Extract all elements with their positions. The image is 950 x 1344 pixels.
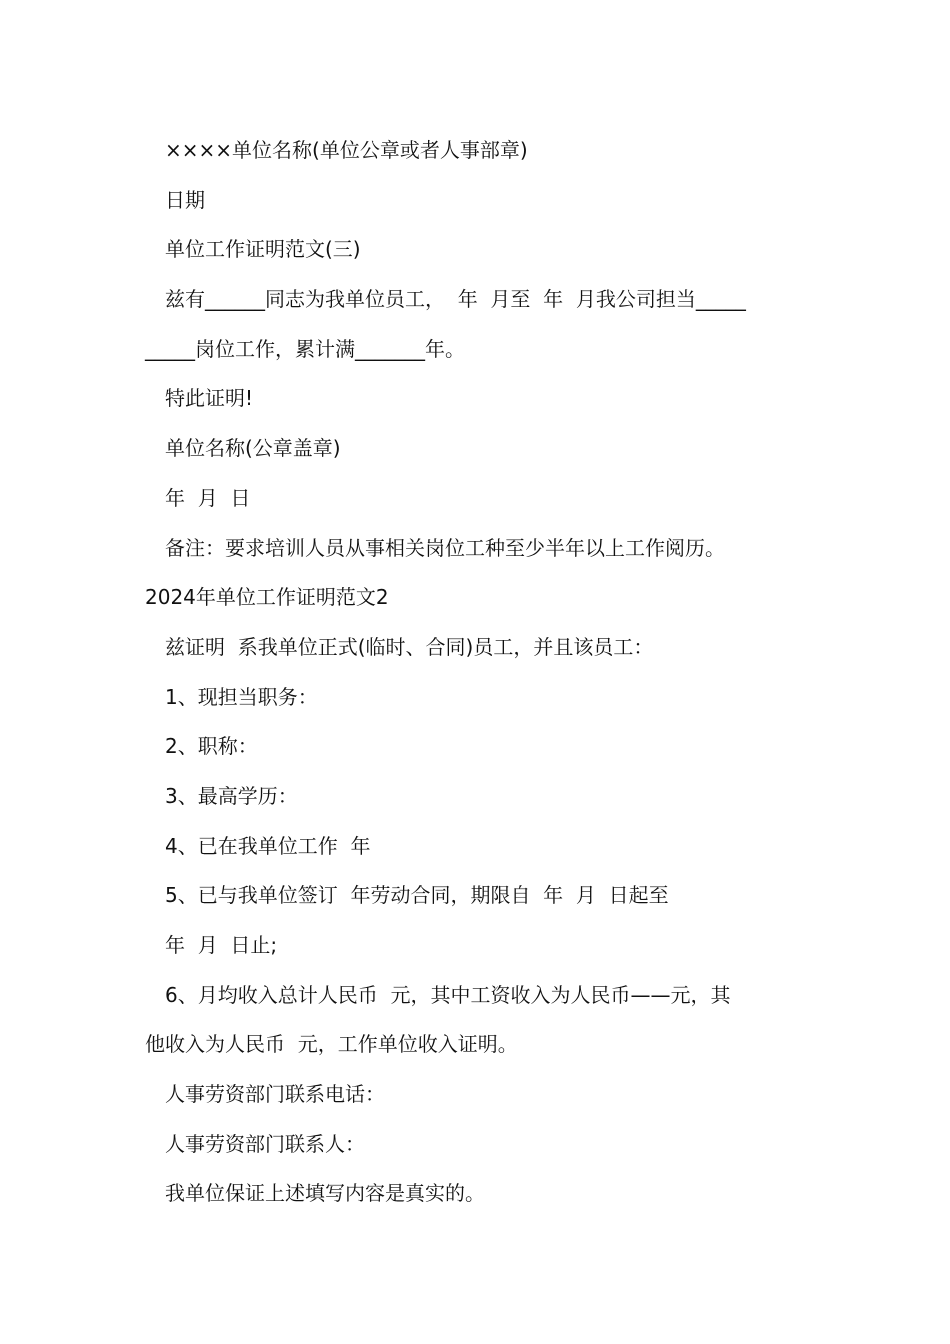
list-item-years: 4、已在我单位工作 年 — [165, 833, 371, 858]
certify-paragraph-line-1: 兹有______同志为我单位员工， 年 月至 年 月我公司担当_____ — [165, 287, 746, 312]
list-item-contract-line-1: 5、已与我单位签订 年劳动合同，期限自 年 月 日起至 — [165, 883, 669, 908]
list-item-position: 1、现担当职务： — [165, 684, 318, 709]
list-item-income-line-1: 6、月均收入总计人民币 元，其中工资收入为人民币——元，其 — [165, 982, 731, 1007]
certify-paragraph-line-2: _____岗位工作，累计满_______年。 — [145, 336, 465, 361]
remark-line: 备注：要求培训人员从事相关岗位工种至少半年以上工作阅历。 — [165, 535, 725, 560]
guarantee-line: 我单位保证上述填写内容是真实的。 — [165, 1181, 485, 1206]
unit-seal-line: 单位名称(公章盖章) — [165, 436, 341, 461]
issuer-name-line: ××××单位名称(单位公章或者人事部章) — [165, 138, 528, 162]
list-item-education: 3、最高学历： — [165, 783, 298, 808]
list-item-title: 2、职称： — [165, 734, 258, 759]
date-line: 日期 — [165, 187, 205, 212]
hr-phone-line: 人事劳资部门联系电话： — [165, 1082, 385, 1107]
hr-contact-line: 人事劳资部门联系人： — [165, 1131, 365, 1156]
signature-date-line: 年 月 日 — [165, 485, 251, 510]
section-title-3: 单位工作证明范文(三) — [165, 237, 361, 262]
document-body — [145, 126, 810, 1219]
list-item-income-line-2: 他收入为人民币 元，工作单位收入证明。 — [145, 1032, 518, 1057]
list-item-contract-line-2: 年 月 日止; — [165, 933, 278, 957]
certify-intro-line: 兹证明 系我单位正式(临时、合同)员工，并且该员工： — [165, 634, 654, 659]
section-heading-2: 2024年单位工作证明范文2 — [145, 585, 389, 610]
hereby-certify-line: 特此证明! — [165, 386, 254, 411]
